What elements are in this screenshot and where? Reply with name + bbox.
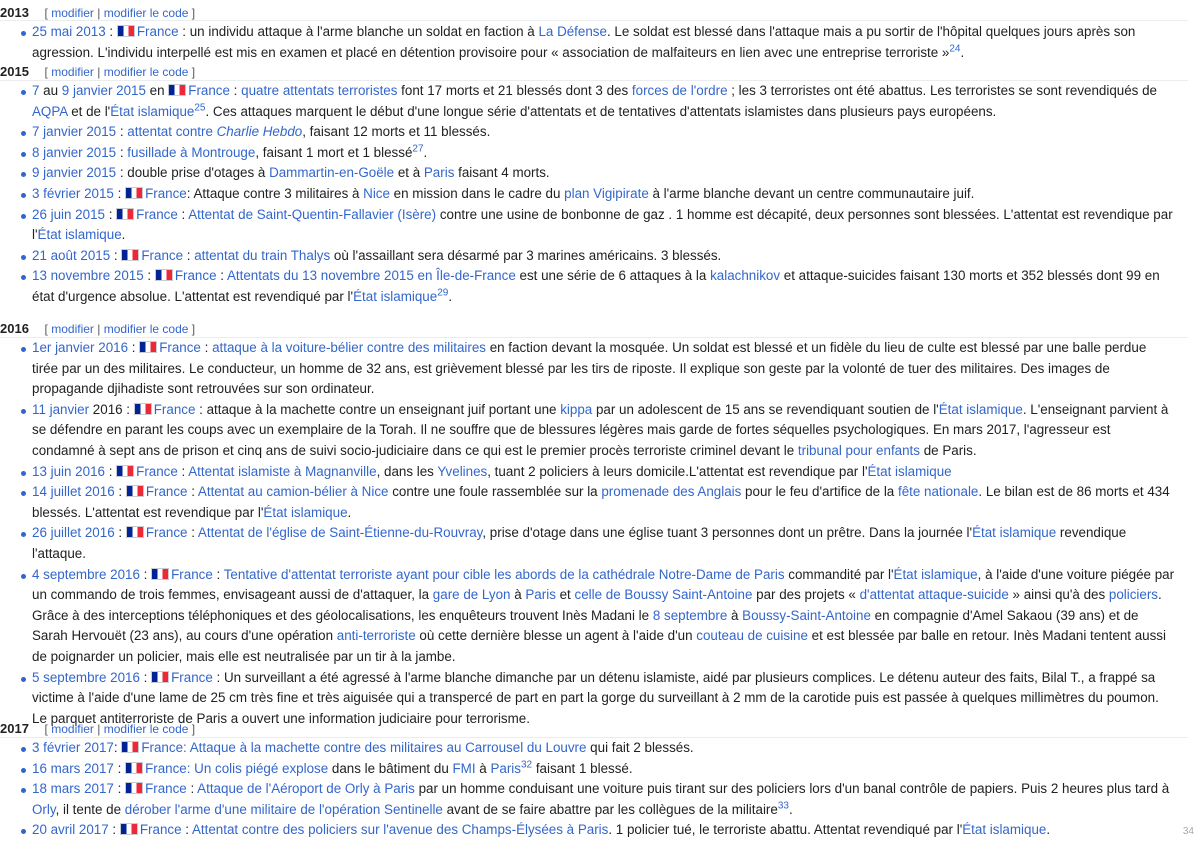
edit-links: [ modifier | modifier le code ] — [44, 722, 196, 736]
article-link[interactable]: France — [171, 566, 213, 582]
article-link[interactable]: France — [139, 822, 182, 838]
event-item — [0, 482, 1188, 523]
article-link[interactable]: attaque à la voiture-bélier contre des militaires — [212, 340, 486, 355]
text: : — [104, 463, 117, 479]
section-2017 — [0, 720, 1188, 841]
article-link[interactable]: kalachnikov — [710, 268, 781, 284]
event-item — [0, 400, 1188, 462]
article-link[interactable]: État islamique — [972, 525, 1057, 541]
text: par un homme conduisant une voiture puis tirant sur des policiers lors d'un banal contrôle de papiers. Puis 2 heures plus tard à — [414, 781, 1170, 797]
reference-link[interactable]: 33 — [777, 800, 789, 812]
article-link[interactable]: France — [145, 781, 187, 797]
text: et attaque-suicides faisant 130 morts et 352 blessés dont 99 en état d'urgence absolue. L'attentat est revendiqué par l' — [32, 268, 1160, 304]
text: : attaque à la machette contre un enseignant juif portant une — [195, 401, 561, 417]
text: . Le soldat est blessé dans l'attaque mais a pu sortir de l'hôpital quelques jours après son agression. L'individu interpellé est mis en examen et placé en détention provisoire pour « association de malfaiteurs en lien avec une entreprise terroriste » — [32, 24, 1136, 60]
article-link[interactable]: État islamique — [938, 401, 1023, 417]
text: de Paris. — [919, 442, 977, 458]
flag-icon — [139, 341, 157, 353]
text: où l'assaillant sera désarmé par 3 marines américains. 3 blessés. — [330, 247, 722, 263]
section-2015 — [0, 63, 1188, 308]
article-link[interactable]: Orly — [32, 801, 56, 817]
text: pour le feu d'artifice de la — [741, 484, 898, 500]
event-item — [0, 759, 1188, 780]
text: revendique l'attaque. — [32, 525, 1127, 561]
text: , dans les — [376, 463, 438, 479]
reference-link[interactable]: 27 — [412, 143, 424, 155]
text: en mission dans le cadre du — [389, 185, 565, 201]
text: commandité par l' — [784, 566, 894, 582]
article-link[interactable]: France — [145, 484, 188, 500]
edit-link[interactable]: modifier — [51, 722, 94, 736]
text: : — [181, 822, 192, 838]
article-link[interactable]: forces de l'ordre — [631, 83, 728, 98]
text: : — [177, 463, 189, 479]
text: et — [555, 587, 575, 603]
text: contre une usine de bonbonne de gaz . 1 homme est décapité, deux personnes sont blessées. L'attentat est revendique par l' — [32, 206, 1173, 243]
text: : — [110, 247, 122, 263]
article-link[interactable]: Dammartin-en-Goële — [269, 165, 395, 181]
text: . Le bilan est de 86 morts et 434 blessés. L'attentat est revendique par l' — [32, 484, 1170, 520]
flag-icon — [117, 25, 135, 37]
article-link[interactable]: France — [145, 525, 188, 541]
text: à l'arme blanche devant un centre communautaire juif. — [648, 185, 975, 201]
text: à — [475, 760, 491, 776]
text: faisant 4 morts. — [454, 165, 550, 181]
article-link[interactable]: Paris — [525, 587, 556, 603]
text: en compagnie d'Amel Sakaou (39 ans) et de Sarah Hervouët (23 ans), au cours d'une opération — [32, 607, 1139, 644]
text: en — [145, 83, 169, 98]
event-item — [0, 184, 1188, 205]
text: et à — [394, 165, 424, 181]
article-link[interactable]: Attentat contre des policiers sur l'avenue des Champs-Élysées à Paris — [191, 822, 609, 838]
reference-link[interactable]: 25 — [194, 102, 206, 114]
article-link[interactable]: 9 janvier 2015 — [32, 165, 117, 181]
text: est une série de 6 attaques à la — [515, 268, 711, 284]
text: par des projets « — [752, 587, 860, 603]
article-link[interactable]: 8 septembre — [652, 607, 728, 623]
text: . Ces attaques marquent le début d'une longue série d'attentats et de tentatives d'attentats islamistes dans plusieurs pays européens. — [205, 103, 997, 119]
article-link[interactable]: AQPA — [32, 103, 68, 119]
event-item — [0, 820, 1188, 841]
article-link[interactable]: France: Attaque à la machette contre des militaires au Carrousel du Louvre — [141, 740, 587, 755]
article-link[interactable]: Boussy-Saint-Antoine — [742, 607, 871, 623]
text: : — [212, 566, 224, 582]
flag-icon — [116, 208, 134, 220]
event-item — [0, 565, 1188, 668]
text: : — [113, 740, 122, 755]
article-link[interactable]: Paris — [490, 760, 521, 776]
text: : — [113, 781, 126, 797]
text: . — [788, 801, 793, 817]
article-link[interactable]: Attentat de Saint-Quentin-Fallavier (Isère) — [188, 206, 437, 222]
article-link[interactable]: 4 septembre 2016 — [32, 566, 140, 582]
article-link[interactable]: 5 septembre 2016 — [32, 669, 140, 685]
article-link[interactable]: 14 juillet 2016 — [32, 484, 115, 500]
edit-link[interactable]: modifier — [51, 65, 94, 79]
article-link[interactable]: Attentat islamiste à Magnanville — [188, 463, 377, 479]
article-link[interactable]: France — [136, 24, 179, 39]
flag-icon — [155, 269, 173, 281]
article-link[interactable]: 7 janvier 2015 — [32, 124, 117, 140]
text: . — [121, 227, 126, 243]
section-divider — [0, 337, 1188, 338]
text: : — [113, 185, 126, 201]
event-item — [0, 338, 1188, 400]
article-link[interactable]: Tentative d'attentat terroriste ayant pour cible les abords de la cathédrale Notre-Dame de Paris — [223, 566, 785, 582]
text: , faisant 1 mort et 1 blessé — [255, 144, 413, 160]
edit-links: [ modifier | modifier le code ] — [44, 322, 196, 336]
article-link[interactable]: 11 janvier — [32, 401, 90, 417]
text: . — [1046, 822, 1051, 838]
text: : un individu attaque à l'arme blanche un soldat en faction à — [178, 24, 539, 39]
text: : — [113, 760, 126, 776]
event-item — [0, 122, 1188, 143]
article-link[interactable]: Attaque de l'Aéroport de Orly à Paris — [197, 781, 415, 797]
section-divider — [0, 20, 1188, 21]
article-link[interactable]: État islamique — [962, 822, 1047, 838]
text: : — [114, 484, 126, 500]
edit-link[interactable]: modifier — [51, 322, 94, 336]
article-link[interactable]: 3 février 2015 — [32, 185, 114, 201]
flag-icon — [134, 403, 152, 415]
event-item — [0, 523, 1188, 564]
text: : — [187, 484, 198, 500]
flag-icon — [168, 84, 186, 96]
article-link[interactable]: fusillade à Montrouge — [127, 144, 256, 160]
article-link[interactable]: France — [153, 401, 196, 417]
text: : — [200, 340, 213, 355]
text: : — [186, 781, 198, 797]
article-link[interactable]: France — [141, 247, 184, 263]
event-list — [0, 22, 1188, 63]
article-link[interactable]: 3 février 2017 — [32, 740, 114, 755]
event-list — [0, 738, 1188, 841]
event-item — [0, 163, 1188, 184]
article-link[interactable]: Charlie Hebdo — [216, 124, 303, 140]
event-item — [0, 81, 1188, 122]
article-link[interactable]: gare de Lyon — [432, 587, 511, 603]
article-link[interactable]: 7 — [32, 83, 40, 98]
text: . L'enseignant parvient à se défendre en parant les coups avec un exemplaire de la Torah. Il ne souffre que de blessures légères mais garde de fortes séquelles psychologiques. En mars 2017, l'agresseur est condamné à sept ans de prison et cinq ans de suivi socio-judiciaire dans ce qui est le premier procès terroriste criminel devant le — [32, 401, 1169, 458]
text: : — [116, 124, 128, 140]
event-item — [0, 246, 1188, 267]
text: : Un surveillant a été agressé à l'arme blanche dimanche par un détenu islamiste, aidé par plusieurs complices. Le détenu auteur des faits, Bilal T., a frappé sa victime à l'aide d'une lame de 25 cm très fine et très aiguisée qui a transpercé de part en part la gorge du surveillant à 2 mm de la carotide puis est passée à quelques millimètres du poumon. Le parquet antiterroriste de Paris a ouvert une information judiciaire pour terrorisme. — [32, 669, 1159, 726]
article-link[interactable]: Attentat au camion-bélier à Nice — [197, 484, 389, 500]
flag-icon — [120, 823, 138, 835]
article-link[interactable]: tribunal pour enfants — [797, 442, 920, 458]
event-item — [0, 205, 1188, 246]
text: avant de se faire abattre par les collègues de la militaire — [442, 801, 778, 817]
text: : double prise d'otages à — [116, 165, 270, 181]
edit-source-link[interactable]: modifier le code — [103, 65, 189, 79]
article-link[interactable]: France — [136, 206, 178, 222]
text: . 1 policier tué, le terroriste abattu. Attentat revendiqué par l' — [608, 822, 963, 838]
margin-reference: 34 — [1182, 826, 1194, 837]
article-link[interactable]: Paris — [423, 165, 455, 181]
flag-icon — [126, 485, 144, 497]
article-link[interactable]: kippa — [560, 401, 593, 417]
text: : — [108, 822, 120, 838]
edit-links: [ modifier | modifier le code ] — [44, 6, 196, 20]
article-link[interactable]: 26 juillet 2016 — [32, 525, 115, 541]
flag-icon — [151, 568, 169, 580]
text: à — [510, 587, 526, 603]
year-heading: 2013 [ modifier | modifier le code ] — [0, 5, 196, 20]
article-link[interactable]: attentat du train Thalys — [194, 247, 331, 263]
text: , tuant 2 policiers à leurs domicile.L'attentat est revendique par l' — [487, 463, 868, 479]
text: faisant 1 blessé. — [532, 760, 633, 776]
article-link[interactable]: La Défense — [538, 24, 607, 39]
text: en faction devant la mosquée. Un soldat est blessé et un fidèle du lieu de culte est blessé par une balle perdue tirée par un des militaires. Le conducteur, un homme de 32 ans, est grièvement blessé par les tirs de riposte. Il explique son geste par la volonté de tuer des militaires. Des images de propagande djihadiste sont retrouvées sur son ordinateur. — [32, 340, 1147, 397]
article-link[interactable]: anti-terroriste — [336, 628, 416, 644]
edit-source-link[interactable]: modifier le code — [103, 6, 189, 20]
text: : — [105, 24, 117, 39]
section-divider — [0, 737, 1188, 738]
section-2013 — [0, 4, 1188, 63]
text: . Grâce à des interceptions téléphoniques et des géolocalisations, les enquêteurs trouvent Inès Madani le — [32, 587, 1162, 623]
edit-source-link[interactable]: modifier le code — [103, 322, 189, 336]
article-link[interactable]: couteau de cuisine — [696, 628, 808, 644]
flag-icon — [151, 671, 169, 683]
text: : — [187, 525, 198, 541]
text: à — [727, 607, 743, 623]
text: , faisant 12 morts et 11 blessés. — [302, 124, 491, 140]
text: par un adolescent de 15 ans se revendiquant soutien de l' — [592, 401, 939, 417]
text: : — [139, 669, 152, 685]
text: : — [143, 268, 155, 284]
year-heading: 2015 [ modifier | modifier le code ] — [0, 64, 196, 79]
article-link[interactable]: 16 mars 2017 — [32, 760, 114, 776]
flag-icon — [116, 465, 134, 477]
article-link[interactable]: 18 mars 2017 — [32, 781, 114, 797]
text: contre une foule rassemblée sur la — [388, 484, 602, 500]
text: : — [229, 83, 242, 98]
article-link[interactable]: celle de Boussy Saint-Antoine — [574, 587, 753, 603]
text: : — [128, 340, 140, 355]
year-heading: 2017 [ modifier | modifier le code ] — [0, 721, 196, 736]
article-link[interactable]: quatre attentats terroristes — [241, 83, 398, 98]
article-link[interactable]: 1er janvier 2016 — [32, 340, 129, 355]
text: dans le bâtiment du — [328, 760, 453, 776]
event-list — [0, 81, 1188, 308]
article-link[interactable]: 13 juin 2016 — [32, 463, 105, 479]
article-link[interactable]: dérober l'arme d'une militaire de l'opération Sentinelle — [124, 801, 443, 817]
text: : — [116, 144, 128, 160]
event-item — [0, 462, 1188, 483]
article-link[interactable]: France — [171, 669, 213, 685]
flag-icon — [126, 526, 144, 538]
event-list — [0, 338, 1188, 729]
article-link[interactable]: FMI — [452, 760, 476, 776]
text: au — [39, 83, 62, 98]
flag-icon — [125, 762, 143, 774]
event-item — [0, 738, 1188, 759]
text: : Attaque contre 3 militaires à — [186, 185, 364, 201]
article-link[interactable]: 21 août 2015 — [32, 247, 111, 263]
year-heading: 2016 [ modifier | modifier le code ] — [0, 321, 196, 336]
event-item — [0, 266, 1188, 307]
text: : — [139, 566, 152, 582]
article-link[interactable]: Attentat de l'église de Saint-Étienne-du-Rouvray — [197, 525, 483, 541]
edit-link[interactable]: modifier — [51, 6, 94, 20]
article-link[interactable]: 25 mai 2013 — [32, 24, 106, 39]
text: . — [347, 504, 352, 520]
article-link[interactable]: France — [136, 463, 178, 479]
text: : — [177, 206, 189, 222]
article-link[interactable]: France — [174, 268, 217, 284]
article-link[interactable]: Nice — [363, 185, 390, 201]
article-link[interactable]: fête nationale — [897, 484, 979, 500]
text: : — [104, 206, 117, 222]
article-link[interactable]: 8 janvier 2015 — [32, 144, 117, 160]
article-link[interactable]: État islamique — [263, 504, 348, 520]
text: et de l' — [67, 103, 111, 119]
article-link[interactable]: plan Vigipirate — [564, 185, 649, 201]
reference-link[interactable]: 24 — [949, 43, 961, 55]
reference-link[interactable]: 32 — [520, 759, 533, 771]
text: qui fait 2 blessés. — [586, 740, 694, 755]
article-link[interactable]: État islamique — [353, 288, 438, 304]
article-link[interactable]: Yvelines — [437, 463, 488, 479]
flag-icon — [125, 782, 143, 794]
text: : — [183, 247, 195, 263]
article-link[interactable]: État islamique — [893, 566, 978, 582]
edit-links: [ modifier | modifier le code ] — [44, 65, 196, 79]
text: où cette dernière blesse un agent à l'aide d'un — [415, 628, 697, 644]
edit-source-link[interactable]: modifier le code — [103, 722, 189, 736]
article-link[interactable]: d'attentat attaque-suicide — [859, 587, 1009, 603]
text: font 17 morts et 21 blessés dont 3 des — [397, 83, 632, 98]
article-link[interactable]: 9 janvier 2015 — [61, 83, 146, 98]
text: et est blessée par balle en retour. Inès Madani tentent aussi de poignarder un policier, mais elle est neutralisée par un tir à la jambe. — [32, 628, 1166, 664]
flag-icon — [125, 187, 143, 199]
event-item — [0, 143, 1188, 164]
text: . — [423, 144, 428, 160]
text: ; les 3 terroristes ont été abattus. Les terroristes se sont revendiqués de — [727, 83, 1157, 98]
text: : — [216, 268, 227, 284]
article-link[interactable]: attentat contre — [127, 124, 217, 140]
section-2016 — [0, 320, 1188, 729]
text: . — [960, 44, 965, 60]
text: : — [114, 525, 126, 541]
text: 2016 : — [89, 401, 134, 417]
article-link[interactable]: France: Un colis piégé explose — [145, 760, 329, 776]
flag-icon — [121, 249, 139, 261]
text: , il tente de — [55, 801, 125, 817]
flag-icon — [121, 741, 139, 753]
article-link[interactable]: État islamique — [867, 463, 952, 479]
text: . — [448, 288, 453, 304]
text: , à l'aide d'une voiture piégée par un commando de trois femmes, envisageant aussi de d'attaquer, la — [32, 566, 1175, 603]
article-link[interactable]: France — [188, 83, 230, 98]
article-link[interactable]: policiers — [1108, 587, 1159, 603]
article-link[interactable]: 20 avril 2017 — [32, 822, 109, 838]
article-link[interactable]: 13 novembre 2015 — [32, 268, 144, 284]
section-divider — [0, 80, 1188, 81]
article-link[interactable]: État islamique — [37, 227, 122, 243]
text: » ainsi qu'à des — [1008, 587, 1109, 603]
text: , prise d'otage dans une église tuant 3 personnes dont un prêtre. Dans la journée l' — [482, 525, 973, 541]
reference-link[interactable]: 29 — [437, 287, 449, 299]
article-link[interactable]: Attentats du 13 novembre 2015 en Île-de-France — [226, 268, 516, 284]
article-link[interactable]: France — [145, 185, 187, 201]
event-item — [0, 22, 1188, 63]
event-item — [0, 779, 1188, 820]
article-link[interactable]: État islamique — [110, 103, 195, 119]
article-link[interactable]: promenade des Anglais — [601, 484, 742, 500]
article-link[interactable]: 26 juin 2015 — [32, 206, 105, 222]
article-link[interactable]: France — [159, 340, 201, 355]
